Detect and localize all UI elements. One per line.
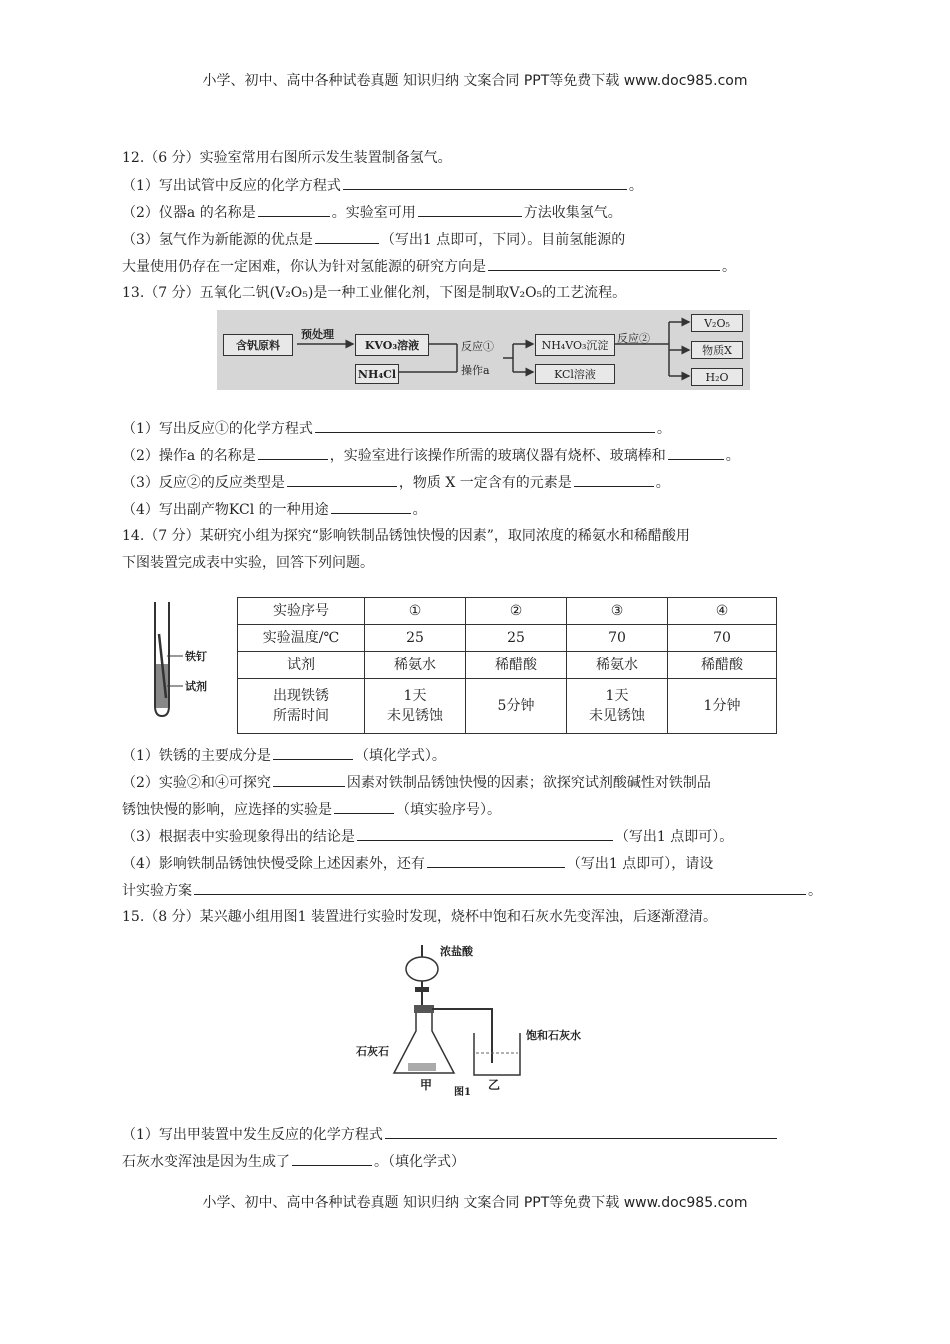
answer-blank[interactable] (194, 880, 806, 895)
answer-blank[interactable] (385, 1124, 777, 1139)
answer-blank[interactable] (292, 1151, 372, 1166)
apparatus-drawing (352, 935, 602, 1095)
q15-part1-cont: 石灰水变浑浊是因为生成了 。（填化学式） (122, 1151, 465, 1172)
page-header: 小学、初中、高中各种试卷真题 知识归纳 文案合同 PPT等免费下载 www.doc985.com (202, 73, 748, 89)
table-cell: ② (466, 598, 567, 625)
flow-pretreat-label: 预处理 (301, 328, 334, 341)
table-cell: 5分钟 (466, 679, 567, 734)
flow-raw-material: 含钒原料 (223, 334, 293, 356)
q15-part1: （1）写出甲装置中发生反应的化学方程式 (122, 1124, 779, 1145)
answer-blank[interactable] (315, 418, 655, 433)
answer-blank[interactable] (427, 853, 565, 868)
q14-part3: （3）根据表中实验现象得出的结论是 （写出1 点即可）。 (122, 826, 733, 847)
q12-part2: （2）仪器a 的名称是 。实验室可用 方法收集氢气。 (122, 202, 622, 223)
answer-blank[interactable] (334, 799, 394, 814)
q14-title: 14.（7 分）某研究小组为探究“影响铁制品锈蚀快慢的因素”，取同浓度的稀氨水和稀醋酸用 (122, 528, 690, 544)
table-cell: ④ (668, 598, 777, 625)
q13-part2: （2）操作a 的名称是 ，实验室进行该操作所需的玻璃仪器有烧杯、玻璃棒和 。 (122, 445, 740, 466)
flow-v2o5: V₂O₅ (691, 314, 743, 332)
table-cell: 25 (466, 625, 567, 652)
experiment-table (237, 597, 777, 734)
table-cell: ① (365, 598, 466, 625)
q14-part1: （1）铁锈的主要成分是 （填化学式）。 (122, 745, 446, 766)
q14-part2-cont: 锈蚀快慢的影响，应选择的实验是 （填实验序号）。 (122, 799, 501, 820)
flow-reaction1-label: 反应① (461, 340, 494, 353)
table-cell: 1天 未见锈蚀 (365, 679, 466, 734)
answer-blank[interactable] (287, 472, 397, 487)
apparatus-figure (352, 935, 602, 1098)
answer-blank[interactable] (331, 499, 411, 514)
q14-part2: （2）实验②和④可探究 因素对铁制品锈蚀快慢的因素；欲探究试剂酸碱性对铁制品 (122, 772, 711, 793)
tube-label-reagent: 试剂 (185, 680, 207, 693)
q12-part3: （3）氢气作为新能源的优点是 （写出1 点即可，下同）。目前氢能源的 (122, 229, 625, 250)
q14-part4-cont: 计实验方案 。 (122, 880, 822, 901)
test-tube-figure (145, 598, 225, 722)
label-limestone: 石灰石 (356, 1045, 389, 1058)
answer-blank[interactable] (258, 445, 328, 460)
table-cell: 实验温度/℃ (238, 625, 365, 652)
answer-blank[interactable] (668, 445, 724, 460)
label-jia: 甲 (420, 1078, 433, 1092)
table-cell: 70 (567, 625, 668, 652)
table-row (238, 652, 777, 679)
answer-blank[interactable] (574, 472, 654, 487)
table-cell: 稀氨水 (365, 652, 466, 679)
table-cell: 25 (365, 625, 466, 652)
q12-title: 12.（6 分）实验室常用右图所示发生装置制备氢气。 (122, 150, 452, 166)
q13-title: 13.（7 分）五氧化二钒(V₂O₅)是一种工业催化剂，下图是制取V₂O₅的工艺流程。 (122, 285, 627, 301)
table-cell: 稀氨水 (567, 652, 668, 679)
table-cell: 稀醋酸 (466, 652, 567, 679)
answer-blank[interactable] (258, 202, 330, 217)
table-cell: 实验序号 (238, 598, 365, 625)
answer-blank[interactable] (357, 826, 613, 841)
tube-label-nail: 铁钉 (185, 650, 207, 663)
label-limewater: 饱和石灰水 (526, 1029, 581, 1042)
table-cell: 出现铁锈 所需时间 (238, 679, 365, 734)
table-row (238, 679, 777, 734)
table-cell: 1分钟 (668, 679, 777, 734)
answer-blank[interactable] (343, 175, 627, 190)
answer-blank[interactable] (488, 256, 720, 271)
table-cell: 试剂 (238, 652, 365, 679)
answer-blank[interactable] (315, 229, 379, 244)
q13-part3: （3）反应②的反应类型是 ，物质 X 一定含有的元素是 。 (122, 472, 670, 493)
answer-blank[interactable] (273, 772, 345, 787)
q12-part3-cont: 大量使用仍存在一定困难，你认为针对氢能源的研究方向是 。 (122, 256, 736, 277)
answer-blank[interactable] (273, 745, 353, 760)
q14-title-cont: 下图装置完成表中实验，回答下列问题。 (122, 555, 374, 571)
q13-part4: （4）写出副产物KCl 的一种用途 。 (122, 499, 427, 520)
flow-nh4cl: NH₄Cl (355, 364, 399, 384)
table-cell: 稀醋酸 (668, 652, 777, 679)
q14-part4: （4）影响铁制品锈蚀快慢受除上述因素外，还有 （写出1 点即可），请设 (122, 853, 713, 874)
flow-kcl: KCl溶液 (535, 364, 615, 384)
flow-substance-x: 物质X (691, 341, 743, 359)
label-yi: 乙 (488, 1078, 501, 1092)
process-flow-diagram (217, 310, 750, 390)
table-row (238, 598, 777, 625)
table-row (238, 625, 777, 652)
q12-part1: （1）写出试管中反应的化学方程式 。 (122, 175, 643, 196)
page-footer: 小学、初中、高中各种试卷真题 知识归纳 文案合同 PPT等免费下载 www.doc985.com (202, 1195, 748, 1211)
flow-h2o: H₂O (691, 368, 743, 386)
flow-nh4vo3: NH₄VO₃沉淀 (535, 334, 615, 356)
flow-reaction2-label: 反应② (617, 332, 650, 345)
table-cell: ③ (567, 598, 668, 625)
table-cell: 70 (668, 625, 777, 652)
flow-kvo3: KVO₃溶液 (355, 334, 429, 356)
q13-part1: （1）写出反应①的化学方程式 。 (122, 418, 671, 439)
flow-operation-a-label: 操作a (461, 364, 490, 377)
label-conc-hcl: 浓盐酸 (440, 945, 473, 958)
answer-blank[interactable] (418, 202, 522, 217)
q15-title: 15.（8 分）某兴趣小组用图1 装置进行实验时发现，烧杯中饱和石灰水先变浑浊，后逐渐澄清。 (122, 909, 717, 925)
figure-caption: 图1 (454, 1087, 471, 1098)
table-cell: 1天 未见锈蚀 (567, 679, 668, 734)
